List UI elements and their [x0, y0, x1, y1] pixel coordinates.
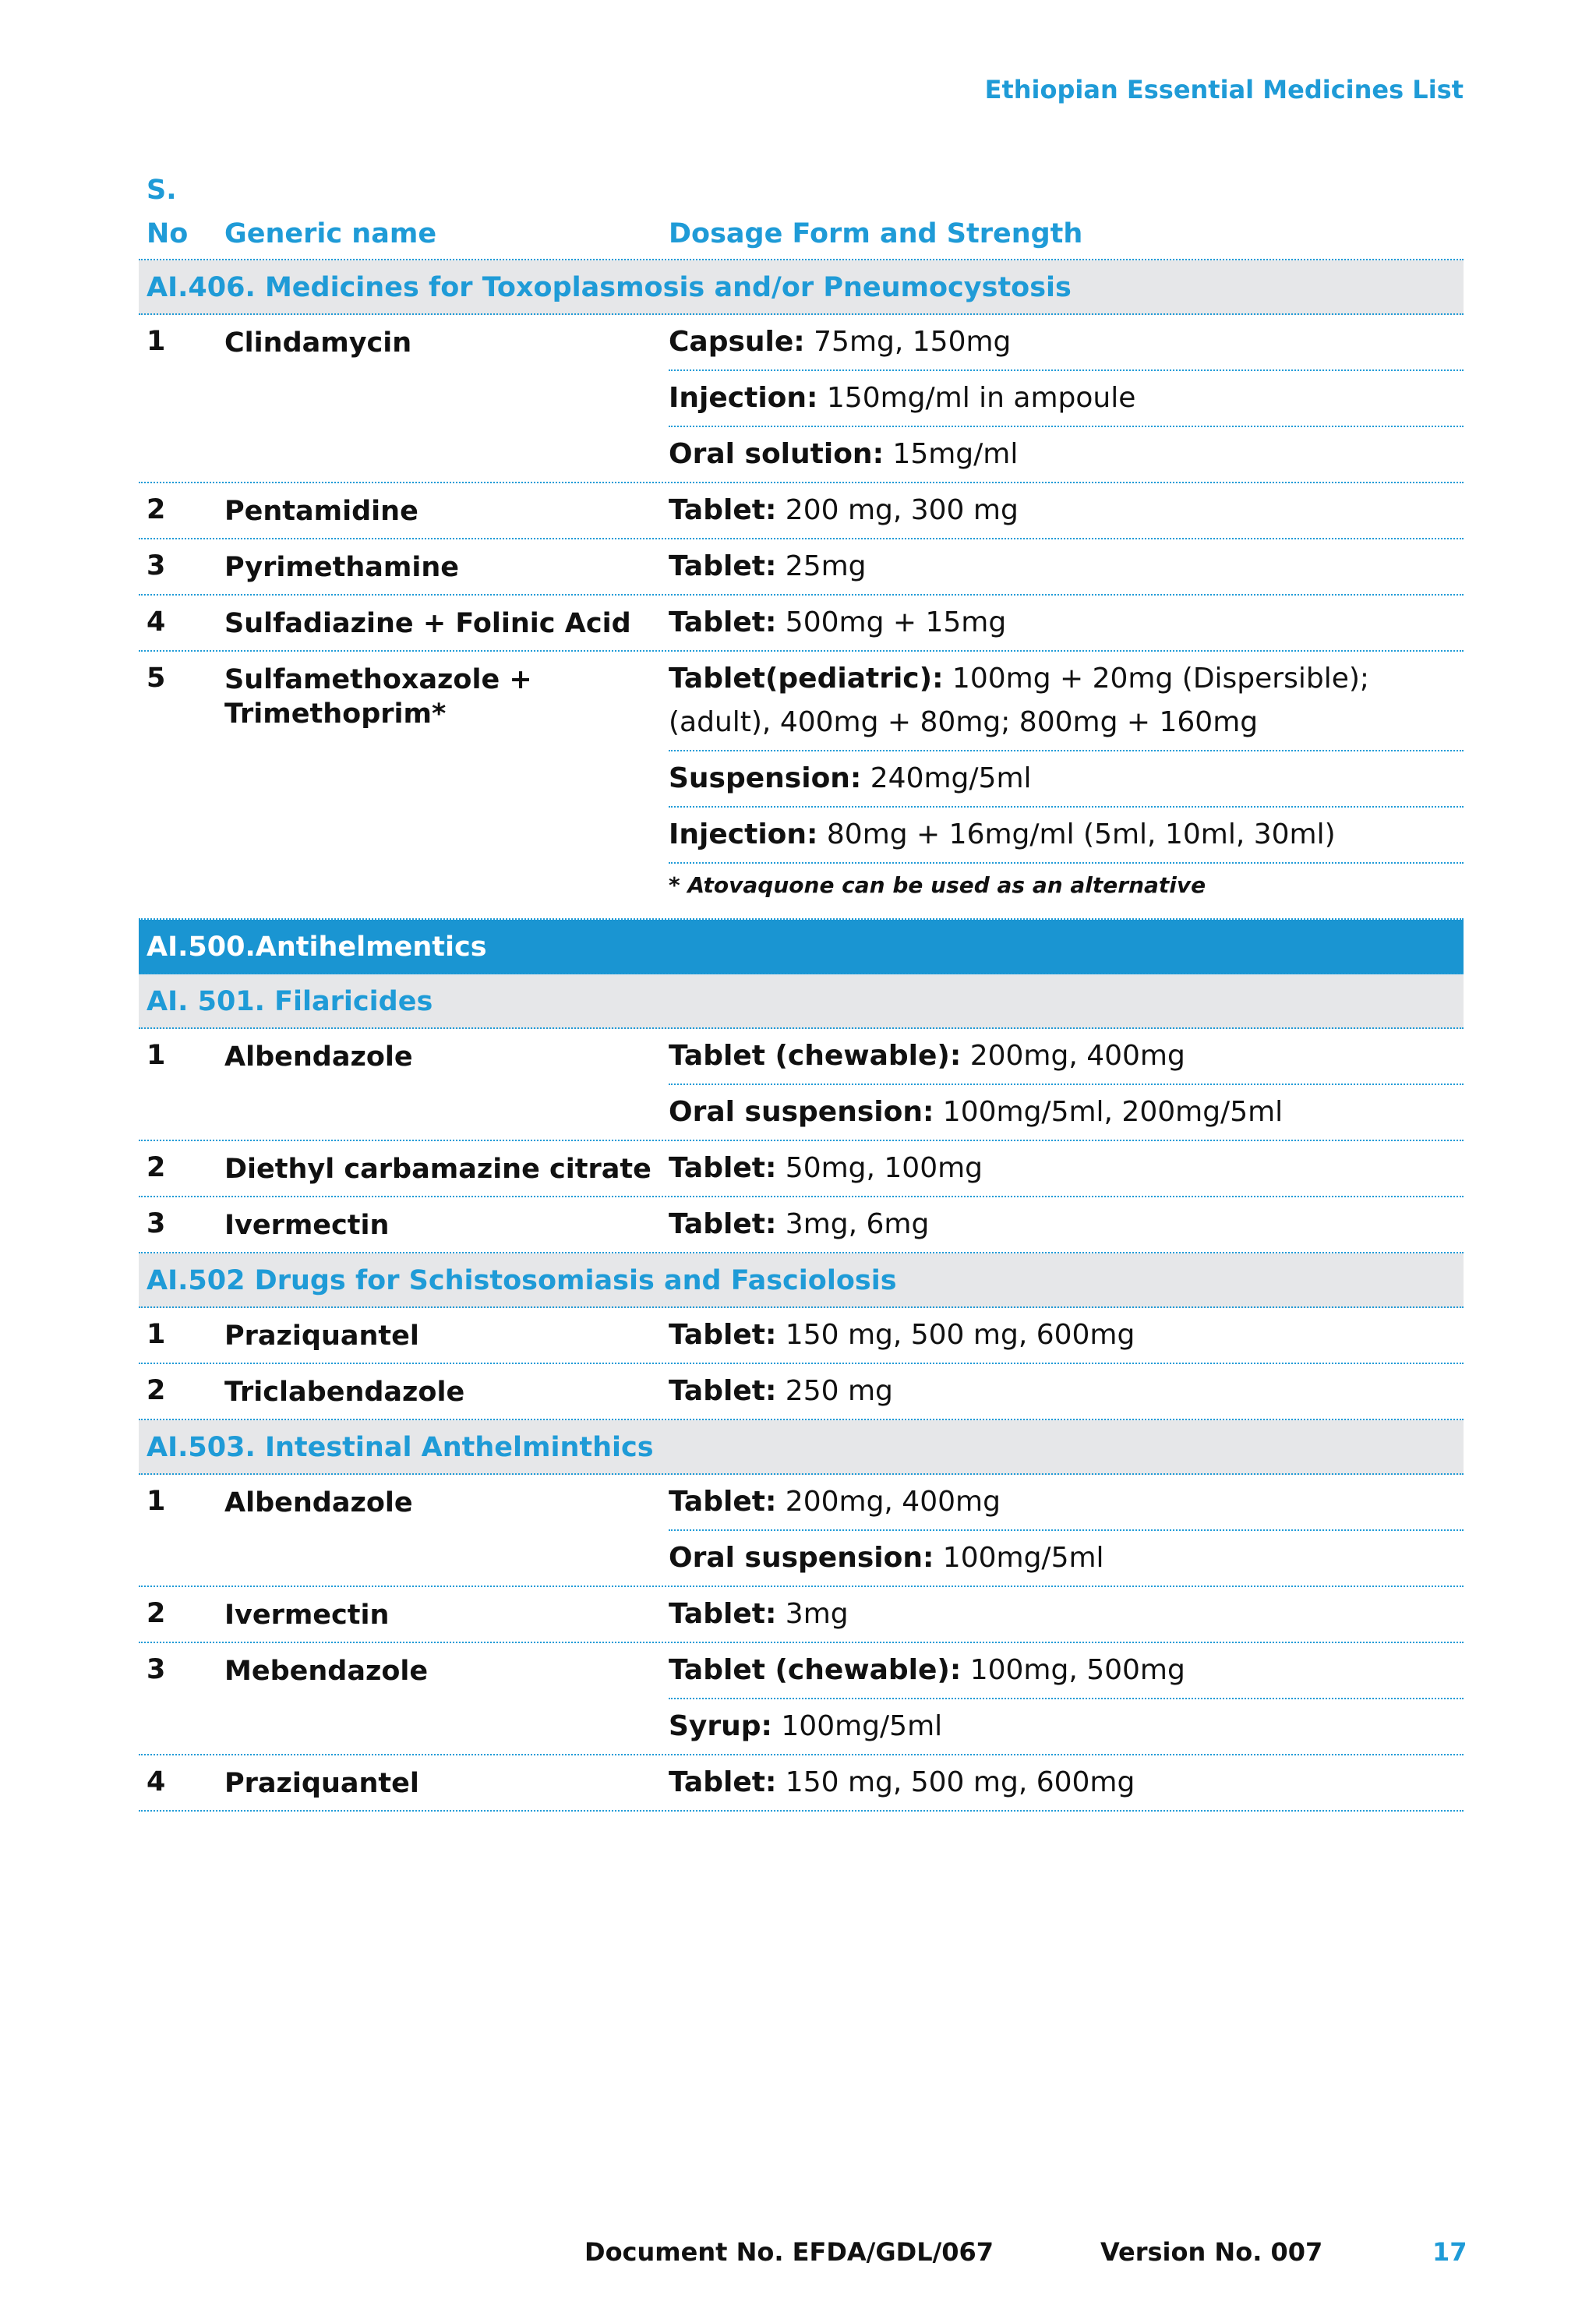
dosage-form-entry: [669, 1587, 1464, 1642]
generic-name: [224, 1364, 669, 1419]
generic-name-line: Ivermectin: [224, 1210, 390, 1241]
document-header-title: Ethiopian Essential Medicines List: [984, 75, 1464, 104]
generic-name-line: Mebendazole: [224, 1656, 429, 1687]
table-row: [139, 1364, 1464, 1420]
dosage-form-entry: [669, 751, 1464, 808]
dosage-form-label: Suspension:: [669, 762, 862, 794]
dosage-form-strength: 100mg/5ml: [934, 1542, 1104, 1574]
dosage-form-strength: 100mg, 500mg: [961, 1654, 1185, 1686]
dosage-form-strength: 15mg/ml: [883, 438, 1019, 470]
table-row: [139, 483, 1464, 539]
dosage-form-label: Syrup:: [669, 1710, 772, 1742]
dosage-form-entry: [669, 1755, 1464, 1810]
dosage-form-strength: 200mg, 400mg: [776, 1486, 1001, 1518]
row-number: 3: [147, 550, 166, 582]
table-column-header: [139, 176, 1464, 260]
dosage-form-strength: 3mg, 6mg: [776, 1208, 930, 1240]
major-section-heading: AI.500.Antihelmentics: [139, 920, 1464, 974]
dosage-form-label: Tablet:: [669, 1319, 777, 1351]
dosage-form-entry: [669, 652, 1464, 751]
dosage-form-label: Tablet (chewable):: [669, 1654, 962, 1686]
generic-name-line: Albendazole: [224, 1041, 413, 1073]
dosage-form-label: Tablet:: [669, 1486, 777, 1518]
generic-name-line: Clindamycin: [224, 327, 412, 359]
dosage-form-label: Tablet:: [669, 1152, 777, 1184]
dosage-form-entry: [669, 1643, 1464, 1699]
dosage-form-label: Tablet:: [669, 606, 777, 638]
dosage-form-strength: 80mg + 16mg/ml (5ml, 10ml, 30ml): [817, 818, 1336, 850]
table-row: [139, 596, 1464, 652]
dosage-form-entry: [669, 1308, 1464, 1363]
generic-name-line: Sulfadiazine + Folinic Acid: [224, 608, 631, 639]
table-row: [139, 1029, 1464, 1141]
dosage-form-label: Injection:: [669, 382, 818, 414]
generic-name-line: Trimethoprim*: [224, 698, 447, 730]
dosage-form-entry: [669, 1531, 1464, 1586]
dosage-forms: [669, 1475, 1464, 1586]
dosage-form-strength: 100mg + 20mg (Dispersible); (adult), 400mg + 80mg; 800mg + 160mg: [669, 663, 1370, 738]
medicines-table: [139, 176, 1464, 1812]
dosage-form-label: Oral suspension:: [669, 1096, 934, 1128]
document-number: Document No. EFDA/GDL/067: [584, 2237, 994, 2267]
row-number: 4: [147, 606, 166, 638]
row-number: 3: [147, 1654, 166, 1685]
generic-name: [224, 1755, 669, 1810]
table-row: [139, 315, 1464, 483]
page-number: 17: [1432, 2237, 1467, 2267]
generic-name: [224, 1587, 669, 1642]
generic-name: [224, 1308, 669, 1363]
dosage-form-entry: [669, 1085, 1464, 1140]
table-row: [139, 652, 1464, 920]
dosage-form-entry: [669, 1699, 1464, 1754]
dosage-form-label: Oral solution:: [669, 438, 884, 470]
dosage-forms: [669, 1643, 1464, 1754]
section-heading: AI.502 Drugs for Schistosomiasis and Fasciolosis: [139, 1253, 1464, 1308]
row-number: 1: [147, 326, 166, 357]
generic-name-line: Praziquantel: [224, 1768, 419, 1799]
generic-name: [224, 483, 669, 538]
dosage-form-label: Tablet:: [669, 1598, 777, 1630]
column-sno: [139, 168, 224, 256]
dosage-form-entry: [669, 1197, 1464, 1252]
dosage-form-entry: [669, 596, 1464, 650]
generic-name: [224, 315, 669, 482]
dosage-forms: [669, 596, 1464, 650]
dosage-form-entry: [669, 1475, 1464, 1531]
dosage-form-strength: 200 mg, 300 mg: [776, 494, 1019, 526]
dosage-form-strength: 25mg: [776, 550, 867, 582]
generic-name-line: Triclabendazole: [224, 1377, 465, 1408]
column-generic-name: Generic name: [224, 218, 437, 249]
generic-name: [224, 1643, 669, 1754]
row-number: 2: [147, 1152, 166, 1183]
dosage-forms: [669, 1141, 1464, 1196]
dosage-form-entry: [669, 1029, 1464, 1085]
row-number: 1: [147, 1319, 166, 1350]
generic-name-line: Ivermectin: [224, 1600, 390, 1631]
row-number: 2: [147, 494, 166, 525]
dosage-form-label: Oral suspension:: [669, 1542, 934, 1574]
dosage-forms: [669, 1308, 1464, 1363]
dosage-form-strength: 240mg/5ml: [861, 762, 1032, 794]
generic-name: [224, 596, 669, 650]
generic-name-line: Diethyl carbamazine citrate: [224, 1154, 651, 1185]
table-row: [139, 1197, 1464, 1253]
generic-name-line: Pentamidine: [224, 496, 418, 527]
row-number: 4: [147, 1766, 166, 1798]
generic-name-line: Albendazole: [224, 1487, 413, 1518]
dosage-form-label: Tablet:: [669, 1208, 777, 1240]
column-dosage-form: Dosage Form and Strength: [669, 218, 1083, 249]
section-heading: AI.406. Medicines for Toxoplasmosis and/or Pneumocystosis: [139, 260, 1464, 315]
dosage-form-label: Injection:: [669, 818, 818, 850]
dosage-form-entry: [669, 1364, 1464, 1419]
generic-name-line: Praziquantel: [224, 1320, 419, 1352]
row-number: 5: [147, 663, 166, 694]
table-row: [139, 1643, 1464, 1755]
dosage-form-strength: 100mg/5ml: [772, 1710, 943, 1742]
row-number: 3: [147, 1208, 166, 1239]
row-number: 2: [147, 1598, 166, 1629]
dosage-form-strength: 75mg, 150mg: [804, 326, 1012, 358]
dosage-form-entry: [669, 1141, 1464, 1196]
table-row: [139, 1587, 1464, 1643]
dosage-form-label: Tablet:: [669, 550, 777, 582]
footnote: * Atovaquone can be used as an alternative: [669, 872, 1206, 898]
dosage-forms: [669, 1364, 1464, 1419]
table-row: [139, 1475, 1464, 1587]
dosage-forms: [669, 652, 1464, 918]
dosage-form-entry: [669, 371, 1464, 427]
generic-name: [224, 1197, 669, 1252]
dosage-form-label: Tablet (chewable):: [669, 1040, 962, 1072]
dosage-form-entry: [669, 315, 1464, 371]
dosage-form-strength: 250 mg: [776, 1375, 893, 1407]
dosage-form-label: Tablet:: [669, 1766, 777, 1798]
page-footer: [0, 2237, 1596, 2276]
dosage-forms: [669, 1197, 1464, 1252]
table-body: [139, 260, 1464, 1812]
dosage-form-strength: 200mg, 400mg: [961, 1040, 1185, 1072]
table-row: [139, 1308, 1464, 1364]
dosage-forms: [669, 315, 1464, 482]
dosage-forms: [669, 1587, 1464, 1642]
dosage-forms: [669, 1755, 1464, 1810]
dosage-form-entry: [669, 539, 1464, 594]
dosage-form-strength: 3mg: [776, 1598, 849, 1630]
dosage-form-entry: [669, 808, 1464, 864]
generic-name-line: Pyrimethamine: [224, 552, 459, 583]
dosage-form-strength: 150 mg, 500 mg, 600mg: [776, 1319, 1135, 1351]
dosage-form-label: Tablet:: [669, 494, 777, 526]
row-number: 1: [147, 1486, 166, 1517]
dosage-form-strength: 500mg + 15mg: [776, 606, 1007, 638]
version-number: Version No. 007: [1100, 2237, 1323, 2267]
table-row: [139, 1755, 1464, 1812]
dosage-form-strength: 150 mg, 500 mg, 600mg: [776, 1766, 1135, 1798]
dosage-form-label: Tablet:: [669, 1375, 777, 1407]
dosage-forms: [669, 483, 1464, 538]
dosage-form-label: Capsule:: [669, 326, 805, 358]
section-heading: AI. 501. Filaricides: [139, 974, 1464, 1029]
dosage-form-entry: [669, 483, 1464, 538]
generic-name: [224, 1029, 669, 1140]
generic-name: [224, 1475, 669, 1586]
table-row: [139, 539, 1464, 596]
row-number: 2: [147, 1375, 166, 1406]
dosage-forms: [669, 1029, 1464, 1140]
dosage-forms: [669, 539, 1464, 594]
column-sno-line2: No: [147, 218, 189, 249]
dosage-form-strength: 150mg/ml in ampoule: [817, 382, 1136, 414]
row-number: 1: [147, 1040, 166, 1071]
dosage-form-label: Tablet(pediatric):: [669, 663, 944, 695]
generic-name: [224, 1141, 669, 1196]
table-row: [139, 1141, 1464, 1197]
dosage-form-entry: [669, 427, 1464, 482]
generic-name: [224, 652, 669, 918]
dosage-form-strength: 100mg/5ml, 200mg/5ml: [934, 1096, 1284, 1128]
dosage-form-strength: 50mg, 100mg: [776, 1152, 983, 1184]
column-sno-line1: S.: [147, 175, 177, 206]
generic-name: [224, 539, 669, 594]
section-heading: AI.503. Intestinal Anthelminthics: [139, 1420, 1464, 1475]
generic-name-line: Sulfamethoxazole +: [224, 664, 532, 695]
